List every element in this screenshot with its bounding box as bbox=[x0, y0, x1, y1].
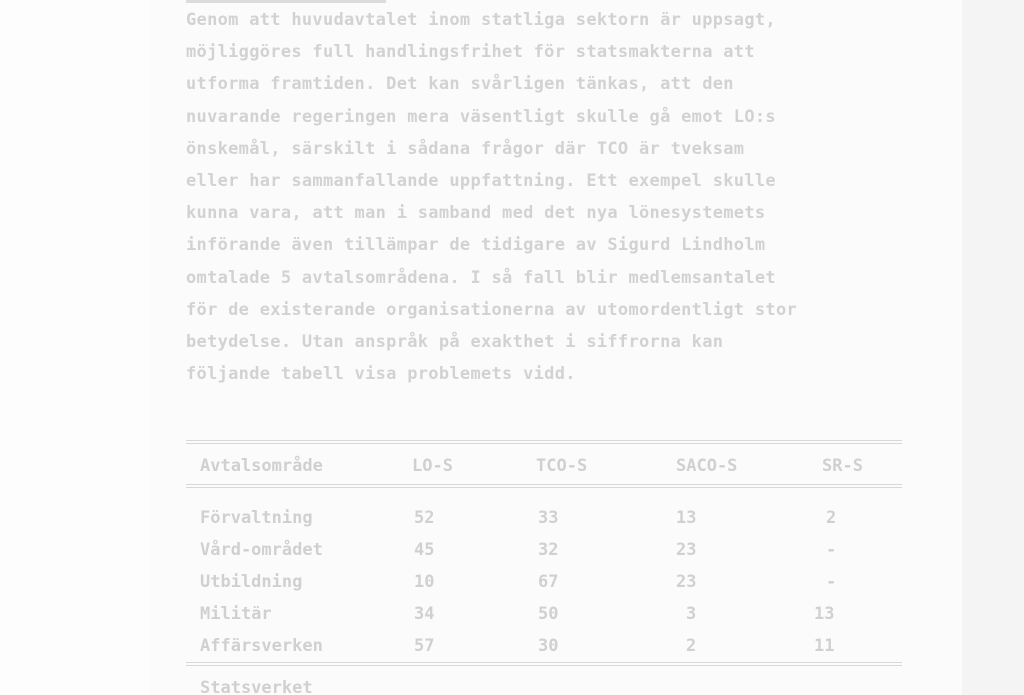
page-left-margin bbox=[0, 0, 150, 695]
paragraph-line: nuvarande regeringen mera väsentligt skulle gå emot LO:s bbox=[186, 106, 776, 127]
table-header-rule bbox=[186, 484, 902, 488]
paragraph-line: önskemål, särskilt i sådana frågor där TCO är tveksam bbox=[186, 138, 745, 159]
table-cell: 10 bbox=[414, 572, 435, 592]
table-cell: Förvaltning bbox=[200, 508, 313, 528]
table-cell: 45 bbox=[414, 540, 435, 560]
table-cell: 32 bbox=[538, 540, 559, 560]
table-cell: 3 bbox=[686, 604, 697, 624]
top-heading-underline bbox=[186, 0, 386, 3]
table-cell: 11 bbox=[814, 636, 835, 656]
table-cell: 2 bbox=[686, 636, 697, 656]
paragraph-line: införande även tillämpar de tidigare av Sigurd Lindholm bbox=[186, 235, 766, 256]
table-cell: Affärsverken bbox=[200, 636, 323, 656]
table-cell: 33 bbox=[538, 508, 559, 528]
paragraph-line: följande tabell visa problemets vidd. bbox=[186, 364, 576, 385]
table-cell: 67 bbox=[538, 572, 559, 592]
table-cell: 13 bbox=[814, 604, 835, 624]
table-cell: 52 bbox=[414, 508, 435, 528]
table-header-cell: Avtalsområde bbox=[200, 456, 323, 476]
table-cell: 23 bbox=[676, 540, 697, 560]
table-cell: 30 bbox=[538, 636, 559, 656]
table-cell: Vård-området bbox=[200, 540, 323, 560]
page-right-margin bbox=[962, 0, 1024, 695]
table-top-rule bbox=[186, 440, 902, 444]
table-cell: Militär bbox=[200, 604, 272, 624]
paragraph-line: kunna vara, att man i samband med det nya lönesystemets bbox=[186, 203, 766, 224]
table-cell: 13 bbox=[676, 508, 697, 528]
paragraph-line: möjliggöres full handlingsfrihet för statsmakterna att bbox=[186, 42, 755, 63]
paragraph-line: eller har sammanfallande uppfattning. Ett exempel skulle bbox=[186, 170, 776, 191]
table-cell: 57 bbox=[414, 636, 435, 656]
table-cell: Utbildning bbox=[200, 572, 303, 592]
table-cell: 34 bbox=[414, 604, 435, 624]
table-cell: 2 bbox=[826, 508, 837, 528]
table-header-cell: SACO-S bbox=[676, 456, 738, 476]
paragraph-line: omtalade 5 avtalsområdena. I så fall blir medlemsantalet bbox=[186, 267, 776, 288]
table-total-label: Statsverket bbox=[200, 678, 313, 695]
table-cell: 50 bbox=[538, 604, 559, 624]
body-paragraph bbox=[186, 4, 926, 390]
table-header-cell: LO-S bbox=[412, 456, 453, 476]
paragraph-line: utforma framtiden. Det kan svårligen tänkas, att den bbox=[186, 74, 734, 95]
table-header-cell: SR-S bbox=[822, 456, 863, 476]
paragraph-line: betydelse. Utan anspråk på exakthet i siffrorna kan bbox=[186, 331, 724, 352]
paragraph-line: för de existerande organisationerna av utomordentligt stor bbox=[186, 299, 798, 320]
table-bottom-rule bbox=[186, 662, 902, 666]
paragraph-line: Genom att huvudavtalet inom statliga sektorn är uppsagt, bbox=[186, 10, 776, 30]
table-cell: - bbox=[826, 572, 837, 592]
table-cell: - bbox=[826, 540, 837, 560]
table-header-cell: TCO-S bbox=[536, 456, 588, 476]
table-cell: 23 bbox=[676, 572, 697, 592]
